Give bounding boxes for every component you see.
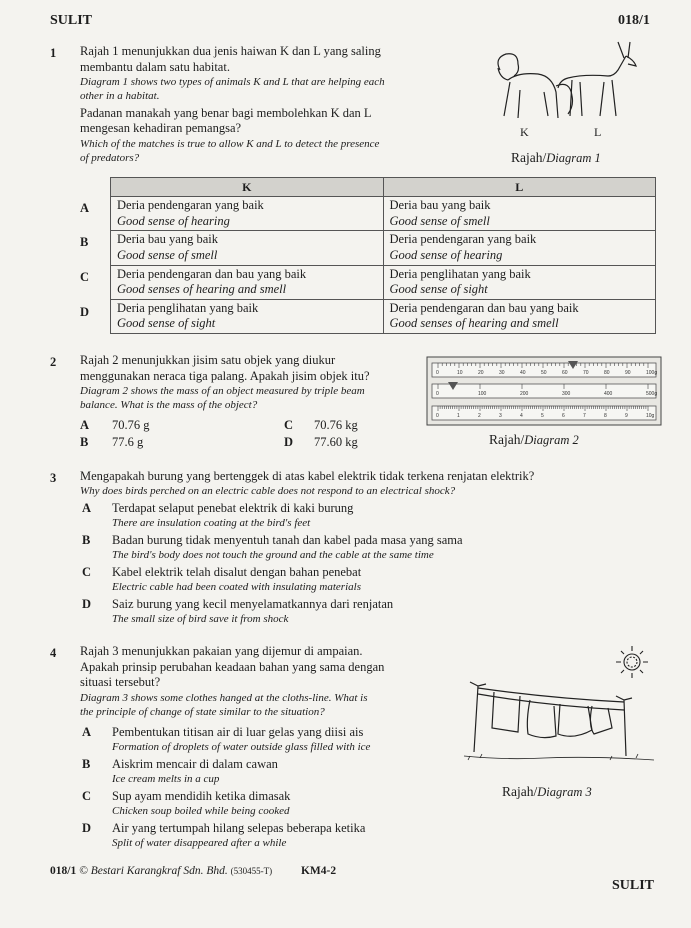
beam-tick-label: 1: [457, 413, 460, 419]
beam-tick-label: 8: [604, 413, 607, 419]
q1-stem-en-2: other in a habitat.: [80, 90, 160, 102]
q2-stem-en-2: balance. What is the mass of the object?: [80, 399, 258, 411]
beam-tick-label: 40: [520, 370, 526, 376]
beam-tick-label: 70: [583, 370, 589, 376]
beam-tick-label: 500g: [646, 391, 658, 397]
diagram-3-caption-en: Diagram 3: [537, 785, 592, 799]
option-text-ms: Sup ayam mendidih ketika dimasak: [112, 789, 291, 803]
option-text-en: Chicken soup boiled while being cooked: [112, 804, 290, 817]
cell-text-en: Good senses of hearing and smell: [389, 316, 559, 331]
diagram-2-caption: [489, 432, 579, 449]
table-row: [111, 197, 656, 231]
table-cell-k: [111, 231, 384, 265]
beam-tick-label: 60: [562, 370, 568, 376]
table-row: [111, 265, 656, 299]
q2-option-a-text: 70.76 g: [112, 418, 150, 432]
diagram-1-caption: [511, 150, 601, 167]
option-text-ms: Air yang tertumpah hilang selepas beberapa ketika: [112, 821, 366, 835]
diagram-2-caption-en: Diagram 2: [524, 433, 579, 447]
q1-question-ms-1: Padanan manakah yang benar bagi membolehkan K dan L: [80, 105, 372, 120]
cell-text-ms: Deria pendengaran dan bau yang baik: [117, 266, 307, 281]
cell-text-en: Good senses of hearing and smell: [117, 282, 287, 297]
q1-option-d-letter: D: [80, 305, 90, 319]
q3-stem-en: Why does birds perched on an electric cable does not respond to an electrical shock?: [80, 484, 456, 497]
q1-stem-ms-1: Rajah 1 menunjukkan dua jenis haiwan K dan L yang saling: [80, 44, 381, 58]
diagram-1-label-l: L: [594, 125, 602, 139]
table-cell-k: [111, 299, 384, 333]
q4-option-c-letter: C: [82, 789, 92, 803]
beam-tick-label: 6: [562, 413, 565, 419]
q2-stem: [80, 353, 420, 413]
cell-text-ms: Deria pendengaran yang baik: [389, 232, 537, 247]
option-text-ms: Aiskrim mencair di dalam cawan: [112, 757, 278, 771]
diagram-1-label-k: K: [520, 125, 529, 139]
table-header-row: [111, 178, 656, 197]
beam-tick-label: 4: [520, 413, 523, 419]
cell-text-ms: Deria bau yang baik: [389, 198, 491, 212]
option-text-en: Formation of droplets of water outside glass filled with ice: [112, 740, 371, 753]
beam-tick-label: 50: [541, 370, 547, 376]
q4-option-d: [112, 821, 365, 850]
q3-option-b-letter: B: [82, 533, 91, 547]
q3-option-b: [112, 533, 463, 562]
q1-number: 1: [50, 46, 57, 60]
table-row: [111, 299, 656, 333]
q3-option-a-letter: A: [82, 501, 92, 515]
q1-stem-en-1: Diagram 1 shows two types of animals K and L that are helping each: [80, 76, 385, 89]
cell-text-ms: Deria bau yang baik: [117, 232, 219, 247]
option-text-ms: Terdapat selaput penebat elektrik di kaki burung: [112, 501, 354, 515]
table-header-k: K: [111, 178, 384, 197]
option-text-en: The small size of bird save it from shock: [112, 612, 289, 625]
option-text-en: The bird's body does not touch the ground and the cable at the same time: [112, 548, 434, 561]
q4-option-b-letter: B: [82, 757, 91, 771]
q2-option-d-text: 77.60 kg: [314, 435, 358, 449]
antelope-icon: [558, 42, 636, 116]
option-text-ms: Pembentukan titisan air di luar gelas yang diisi ais: [112, 725, 364, 739]
q1-option-b-letter: B: [80, 235, 89, 249]
footer-publisher: © Bestari Karangkraf Sdn. Bhd.: [79, 865, 228, 877]
beam-tick-label: 100: [478, 391, 487, 397]
table-cell-l: [383, 299, 656, 333]
q1-option-a-letter: A: [80, 201, 90, 215]
option-text-en: Split of water disappeared after a while: [112, 836, 287, 849]
beam-tick-label: 300: [562, 391, 571, 397]
q4-option-a: [112, 725, 370, 754]
cell-text-en: Good sense of smell: [389, 213, 490, 228]
q4-number: 4: [50, 646, 57, 660]
footer-info: [50, 864, 336, 878]
table-cell-l: [383, 265, 656, 299]
beam-tick-label: 10g: [646, 413, 655, 419]
option-text-ms: Kabel elektrik telah disalut dengan bahan penebat: [112, 565, 362, 579]
beam-tick-label: 30: [499, 370, 505, 376]
beam-tick-label: 200: [520, 391, 529, 397]
q3-option-d-letter: D: [82, 597, 92, 611]
beam-tick-label: 400: [604, 391, 613, 397]
footer-page: KM4-2: [300, 865, 337, 877]
table-row: [111, 231, 656, 265]
header-right: 018/1: [618, 13, 650, 28]
q2-option-a-letter: A: [80, 418, 90, 432]
footer-code: 018/1: [50, 865, 77, 877]
q3-option-c: [112, 565, 361, 594]
q2-option-b-letter: B: [80, 435, 89, 449]
q2-stem-en-1: Diagram 2 shows the mass of an object measured by triple beam: [80, 385, 365, 398]
q4-option-b: [112, 757, 278, 786]
q4-option-c: [112, 789, 290, 818]
q3-option-a: [112, 501, 353, 530]
q4-stem-ms-1: Rajah 3 menunjukkan pakaian yang dijemur di ampaian.: [80, 644, 363, 658]
header-left: SULIT: [50, 13, 93, 28]
diagram-2-triple-beam-balance: [426, 356, 662, 426]
option-text-ms: Saiz burung yang kecil menyelamatkannya dari renjatan: [112, 597, 394, 611]
beam-tick-label: 7: [583, 413, 586, 419]
q1-stem-ms-2: membantu dalam satu habitat.: [80, 59, 230, 74]
diagram-3-caption-ms: Rajah/: [502, 784, 538, 799]
cell-text-ms: Deria penglihatan yang baik: [117, 300, 259, 315]
cell-text-ms: Deria pendengaran yang baik: [117, 198, 264, 212]
q4-stem-en-2: the principle of change of state similar to the situation?: [80, 705, 325, 718]
option-text-en: Electric cable had been coated with insulating materials: [112, 580, 361, 593]
diagram-1-animals: [486, 40, 646, 140]
cell-text-en: Good sense of hearing: [389, 247, 503, 262]
option-text-en: There are insulation coating at the bird's feet: [112, 516, 311, 529]
q4-stem-ms-3: situasi tersebut?: [80, 675, 161, 690]
beam-tick-label: 0: [436, 413, 439, 419]
q1-stem: [80, 44, 450, 166]
cell-text-en: Good sense of sight: [117, 316, 216, 331]
beam-tick-label: 2: [478, 413, 481, 419]
sun-icon: [616, 646, 648, 678]
q1-question-en-2: of predators?: [80, 151, 140, 164]
q3-option-d: [112, 597, 393, 626]
q4-stem-ms-2: Apakah prinsip perubahan keadaan bahan yang sama dengan: [80, 659, 385, 674]
diagram-3-caption: [502, 784, 592, 801]
q2-option-c-text: 70.76 kg: [314, 418, 358, 432]
cell-text-ms: Deria pendengaran dan bau yang baik: [389, 300, 579, 315]
q1-option-c-letter: C: [80, 270, 90, 284]
q2-stem-ms-1: Rajah 2 menunjukkan jisim satu objek yang diukur: [80, 353, 336, 367]
beam-tick-label: 5: [541, 413, 544, 419]
q1-answer-table: [110, 177, 656, 334]
diagram-1-caption-ms: Rajah/: [511, 150, 547, 165]
diagram-1-caption-en: Diagram 1: [546, 151, 601, 165]
clothes-line-icon: [464, 682, 654, 760]
table-header-l: L: [383, 178, 656, 197]
q1-question-en-1: Which of the matches is true to allow K and L to detect the presence: [80, 138, 380, 150]
q3-number: 3: [50, 471, 57, 485]
beam-tick-label: 90: [625, 370, 631, 376]
option-text-ms: Badan burung tidak menyentuh tanah dan kabel pada masa yang sama: [112, 533, 463, 547]
cell-text-ms: Deria penglihatan yang baik: [389, 266, 531, 281]
q4-stem-en-1: Diagram 3 shows some clothes hanged at the cloths-line. What is: [80, 691, 368, 704]
q1-question-ms-2: mengesan kehadiran pemangsa?: [80, 121, 242, 136]
cell-text-en: Good sense of sight: [389, 282, 488, 297]
q2-stem-ms-2: menggunakan neraca tiga palang. Apakah jisim objek itu?: [80, 368, 370, 383]
beam-tick-label: 0: [436, 391, 439, 397]
q3-option-c-letter: C: [82, 565, 92, 579]
q4-stem: [80, 644, 440, 719]
q4-option-d-letter: D: [82, 821, 92, 835]
beam-tick-label: 10: [457, 370, 463, 376]
cell-text-en: Good sense of hearing: [117, 213, 230, 228]
beam-tick-label: 100g: [646, 370, 658, 376]
q3-stem-ms: Mengapakah burung yang bertenggek di atas kabel elektrik tidak terkena renjatan elektrik?: [80, 469, 535, 483]
baboon-icon: [498, 54, 573, 118]
beam-tick-label: 3: [499, 413, 502, 419]
option-text-en: Ice cream melts in a cup: [112, 772, 220, 785]
q2-option-c-letter: C: [284, 418, 294, 432]
q3-stem: [80, 469, 640, 498]
footer-reg: (530455-T): [230, 866, 273, 876]
table-cell-k: [111, 265, 384, 299]
beam-tick-label: 0: [436, 370, 439, 376]
footer-right: SULIT: [612, 878, 655, 893]
table-cell-l: [383, 197, 656, 231]
q4-option-a-letter: A: [82, 725, 92, 739]
diagram-2-caption-ms: Rajah/: [489, 432, 525, 447]
beam-tick-label: 9: [625, 413, 628, 419]
q2-option-d-letter: D: [284, 435, 294, 449]
diagram-3-clothesline: [460, 640, 660, 780]
beam-tick-label: 20: [478, 370, 484, 376]
table-cell-l: [383, 231, 656, 265]
cell-text-en: Good sense of smell: [117, 247, 218, 262]
q2-number: 2: [50, 355, 57, 369]
q2-option-b-text: 77.6 g: [112, 435, 144, 449]
table-cell-k: [111, 197, 384, 231]
beam-tick-label: 80: [604, 370, 610, 376]
